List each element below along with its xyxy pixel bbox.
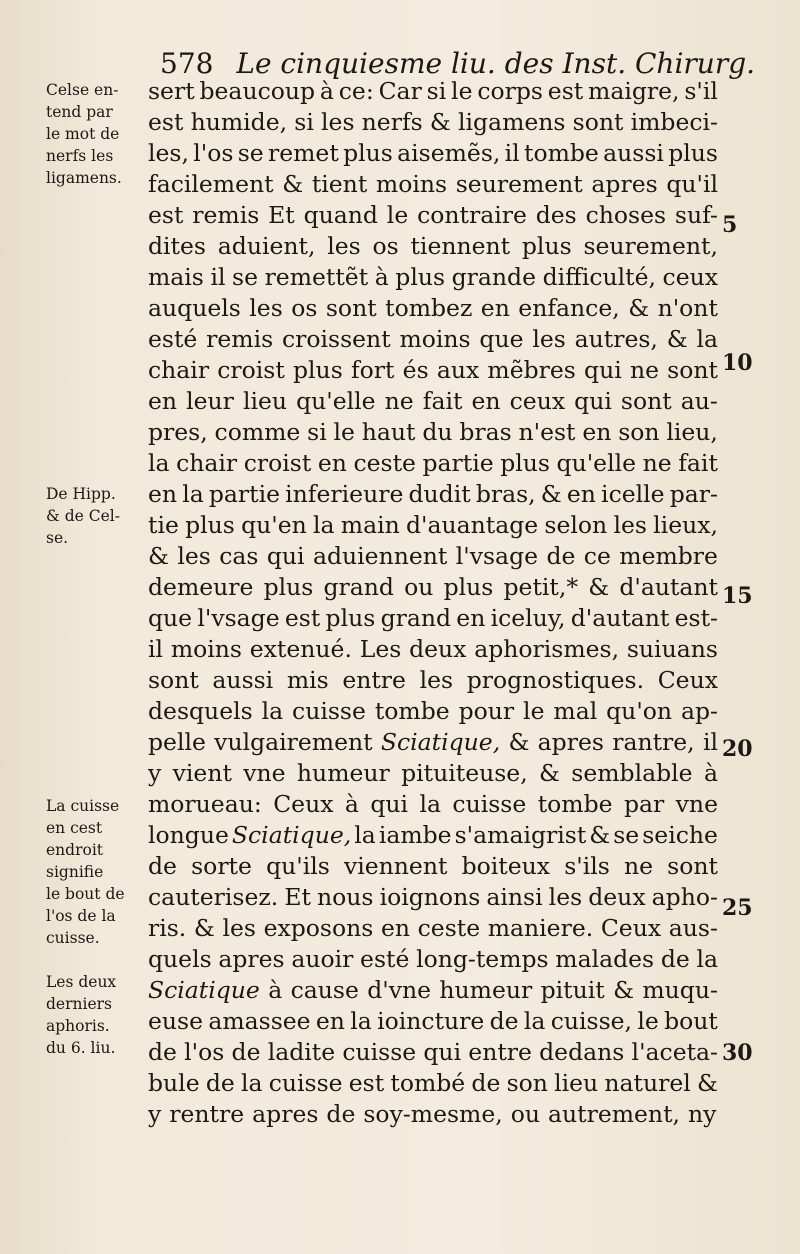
text-line: morueau: Ceux à qui la cuisse tombe par vne <box>148 790 718 818</box>
text-line: facilement & tient moins seurement apres qu'il <box>148 170 718 198</box>
margin-note-line: endroit <box>46 841 104 859</box>
text-line: dites aduient, les os tiennent plus seurement, <box>148 232 718 260</box>
margin-note-hippocrates <box>46 483 150 549</box>
margin-note-line: La cuisse <box>46 797 120 815</box>
running-title: Le cinquiesme liu. des Inst. Chirurg. <box>236 47 756 80</box>
text-line: Sciatique à cause d'vne humeur pituit & muqu- <box>148 976 718 1004</box>
text-line: est remis Et quand le contraire des choses suf- <box>148 201 718 229</box>
margin-note-celse <box>46 79 150 189</box>
text-line: bule de la cuisse est tombé de son lieu naturel & <box>148 1069 718 1097</box>
text-line: demeure plus grand ou plus petit,* & d'autant <box>148 573 718 601</box>
text-line: il moins extenué. Les deux aphorismes, suiuans <box>148 635 718 663</box>
text-line: chair croist plus fort és aux mẽbres qui ne sont <box>148 356 718 384</box>
margin-note-line: en cest <box>46 819 103 837</box>
text-line: la chair croist en ceste partie plus qu'elle ne fait <box>148 449 718 477</box>
margin-note-cuisse <box>46 795 150 949</box>
margin-note-line: cuisse. <box>46 929 100 947</box>
text-line: sert beaucoup à ce: Car si le corps est maigre, s'il <box>148 77 718 105</box>
text-line: longue Sciatique, la iambe s'amaigrist & se seiche <box>148 821 718 849</box>
page-number: 578 <box>160 47 214 80</box>
text-line: esté remis croissent moins que les autres, & la <box>148 325 718 353</box>
margin-note-line: aphoris. <box>46 1017 110 1035</box>
margin-note-line: le mot de <box>46 125 120 143</box>
margin-note-line: & de Cel- <box>46 507 120 525</box>
margin-note-line: du 6. liu. <box>46 1039 116 1057</box>
margin-note-line: Celse en- <box>46 81 119 99</box>
text-line: tie plus qu'en la main d'auantage selon les lieux, <box>148 511 718 539</box>
margin-note-line: tend par <box>46 103 113 121</box>
text-line: desquels la cuisse tombe pour le mal qu'on ap- <box>148 697 718 725</box>
text-line: ris. & les exposons en ceste maniere. Ceux aus- <box>148 914 718 942</box>
text-line: que l'vsage est plus grand en iceluy, d'autant est- <box>148 604 718 632</box>
text-line: est humide, si les nerfs & ligamens sont imbeci- <box>148 108 718 136</box>
text-line: y rentre apres de soy-mesme, ou autrement, ny <box>148 1100 717 1128</box>
margin-note-line: derniers <box>46 995 112 1013</box>
margin-note-line: signifie <box>46 863 104 881</box>
margin-note-line: l'os de la <box>46 907 116 925</box>
text-line: pelle vulgairement Sciatique, & apres rantre, il <box>148 728 718 756</box>
margin-note-line: De Hipp. <box>46 485 116 503</box>
margin-note-line: ligamens. <box>46 169 122 187</box>
line-number-15: 15 <box>722 583 753 609</box>
margin-note-line: se. <box>46 529 69 547</box>
text-line: auquels les os sont tombez en enfance, & n'ont <box>148 294 718 322</box>
text-line: & les cas qui aduiennent l'vsage de ce membre <box>148 542 718 570</box>
text-line: euse amassee en la ioincture de la cuisse, le bout <box>148 1007 718 1035</box>
line-number-5: 5 <box>722 212 738 238</box>
text-line: les, l'os se remet plus aisemẽs, il tombe aussi plus <box>148 139 718 167</box>
text-line: cauterisez. Et nous ioignons ainsi les deux apho- <box>148 883 718 911</box>
text-line: de l'os de ladite cuisse qui entre dedans l'aceta- <box>148 1038 718 1066</box>
line-number-25: 25 <box>722 895 753 921</box>
main-text-block <box>148 76 718 1130</box>
line-number-20: 20 <box>722 736 753 762</box>
margin-note-line: le bout de <box>46 885 125 903</box>
text-line: en leur lieu qu'elle ne fait en ceux qui sont au- <box>148 387 718 415</box>
margin-note-line: Les deux <box>46 973 117 991</box>
text-line: sont aussi mis entre les prognostiques. Ceux <box>148 666 718 694</box>
text-line: mais il se remettẽt à plus grande difficulté, ceux <box>148 263 718 291</box>
text-line: en la partie inferieure dudit bras, & en icelle par- <box>148 480 718 508</box>
text-line: de sorte qu'ils viennent boiteux s'ils ne sont <box>148 852 718 880</box>
text-line: pres, comme si le haut du bras n'est en son lieu, <box>148 418 718 446</box>
text-line: quels apres auoir esté long-temps malades de la <box>148 945 718 973</box>
line-number-30: 30 <box>722 1040 753 1066</box>
text-line: y vient vne humeur pituiteuse, & semblable à <box>148 759 718 787</box>
margin-note-line: nerfs les <box>46 147 114 165</box>
line-number-10: 10 <box>722 350 753 376</box>
margin-note-aphorismes <box>46 971 150 1059</box>
